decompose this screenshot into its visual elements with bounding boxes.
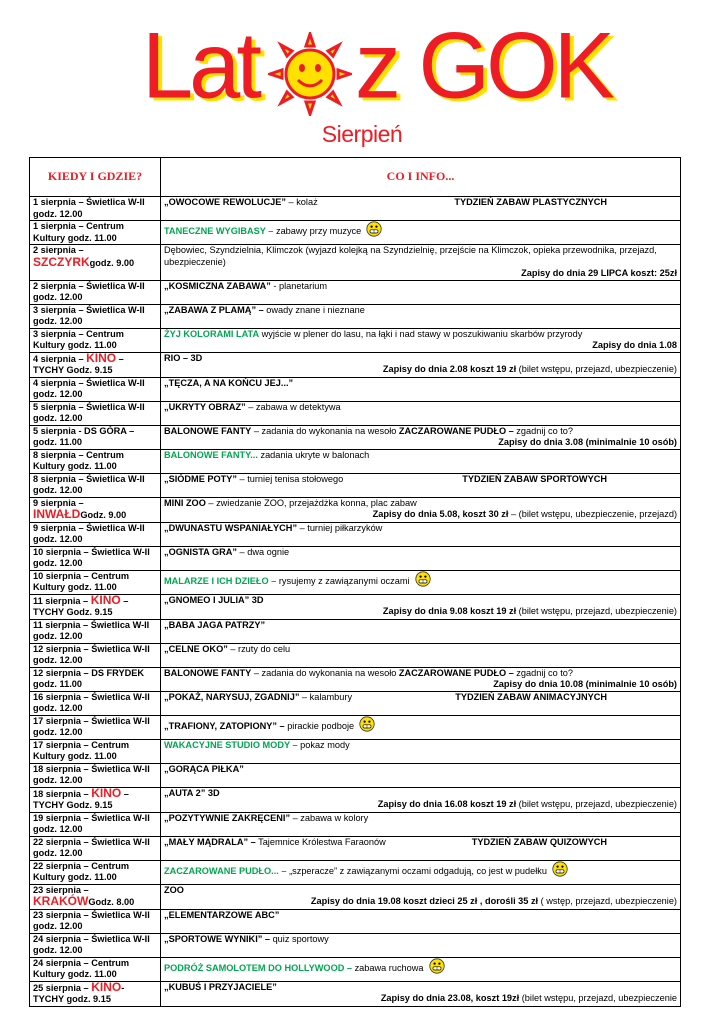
event-title: „AUTA 2” 3D — [164, 787, 220, 798]
when-date: 23 sierpnia – — [33, 884, 89, 895]
info-cell — [161, 667, 681, 691]
info-cell — [161, 981, 681, 1006]
event-description: – turniej tenisa stołowego — [237, 473, 344, 484]
when-text: 3 sierpnia – Centrum Kultury godz. 11.00 — [33, 328, 124, 350]
info-cell — [161, 221, 681, 245]
when-cell — [30, 691, 161, 715]
event-title: „UKRYTY OBRAZ” — [164, 401, 246, 412]
trip-destination: KINO — [91, 787, 122, 800]
when-cell — [30, 643, 161, 667]
event-title: „OWOCOWE REWOLUCJE” — [164, 197, 286, 207]
table-row — [30, 836, 681, 860]
info-cell — [161, 522, 681, 546]
info-cell — [161, 401, 681, 425]
event-title: MINI ZOO — [164, 497, 206, 508]
when-text: 3 sierpnia – Świetlica W-II godz. 12.00 — [33, 304, 145, 326]
when-text: 1 sierpnia – Świetlica W-II godz. 12.00 — [33, 197, 145, 219]
when-cell — [30, 884, 161, 909]
event-title-secondary: ZACZAROWANE PUDŁO – — [398, 667, 514, 678]
when-cell — [30, 570, 161, 594]
when-cell — [30, 280, 161, 304]
signup-note: Zapisy do dnia 1.08 — [592, 340, 677, 350]
event-description: – turniej piłkarzyków — [297, 522, 383, 533]
when-text: 10 sierpnia – Świetlica W-II godz. 12.00 — [33, 546, 150, 568]
when-cell — [30, 739, 161, 763]
event-description: Tajemnice Królestwa Faraonów — [255, 836, 386, 847]
when-text: 19 sierpnia – Świetlica W-II godz. 12.00 — [33, 812, 150, 834]
info-cell — [161, 304, 681, 328]
table-row — [30, 594, 681, 619]
when-cell — [30, 763, 161, 787]
event-description: – kalambury — [299, 691, 353, 702]
event-description: – zabawa w kolory — [290, 812, 369, 823]
when-cell — [30, 957, 161, 981]
event-description: „szperacze” z zawiązanymi oczami odgadują, co jest w pudełku — [286, 865, 547, 876]
info-cell — [161, 787, 681, 812]
table-row — [30, 812, 681, 836]
when-text: 8 sierpnia – Centrum Kultury godz. 11.00 — [33, 449, 124, 471]
table-row — [30, 739, 681, 763]
signup-note-details: (bilet wstępu, przejazd, ubezpieczenie) — [516, 606, 677, 616]
trip-destination: KRAKÓW — [33, 894, 89, 908]
theme-week-label: TYDZIEŃ ZABAW ANIMACYJNYCH — [455, 691, 607, 702]
table-row — [30, 691, 681, 715]
when-cell — [30, 812, 161, 836]
event-title: „POKAŻ, NARYSUJ, ZGADNIJ” — [164, 691, 300, 702]
table-row — [30, 425, 681, 449]
event-description: zabawa ruchowa — [352, 962, 424, 973]
event-description: – zadania do wykonania na wesoło — [251, 425, 399, 436]
info-cell — [161, 425, 681, 449]
schedule-table — [29, 157, 681, 1007]
table-row — [30, 522, 681, 546]
info-cell — [161, 546, 681, 570]
when-date: 4 sierpnia – — [33, 353, 87, 364]
event-title: ZACZAROWANE PUDŁO... – — [164, 865, 287, 876]
event-description: pirackie podboje — [284, 720, 355, 731]
when-text: 18 sierpnia – Świetlica W-II godz. 12.00 — [33, 763, 150, 785]
event-title: „MAŁY MĄDRALA” – — [164, 836, 256, 847]
signup-note: Zapisy do dnia 19.08 koszt dzieci 25 zł , dorośli 35 zł — [310, 896, 539, 906]
table-row — [30, 304, 681, 328]
when-cell — [30, 449, 161, 473]
when-cell — [30, 933, 161, 957]
info-cell — [161, 715, 681, 739]
info-cell — [161, 763, 681, 787]
event-title: RIO – 3D — [164, 352, 203, 363]
when-time: - TYCHY godz. 9.15 — [33, 982, 125, 1004]
signup-note: Zapisy do dnia 23.08, koszt 19zł — [380, 993, 520, 1003]
when-cell — [30, 304, 161, 328]
when-text: 24 sierpnia – Centrum Kultury godz. 11.00 — [33, 957, 129, 979]
when-cell — [30, 546, 161, 570]
event-title: „BABA JAGA PATRZY” — [164, 619, 266, 630]
signup-note: Zapisy do dnia 5.08, koszt 30 zł — [372, 509, 509, 519]
table-row — [30, 933, 681, 957]
info-cell — [161, 197, 681, 221]
when-cell — [30, 245, 161, 281]
signup-note-details: ( wstęp, przejazd, ubezpieczenie) — [538, 896, 677, 906]
event-description: pokaz mody — [297, 739, 350, 750]
when-text: 9 sierpnia – Świetlica W-II godz. 12.00 — [33, 522, 145, 544]
table-row — [30, 787, 681, 812]
info-cell — [161, 812, 681, 836]
table-row — [30, 280, 681, 304]
event-description: – zabawa w detektywa — [245, 401, 341, 412]
when-text: 23 sierpnia – Świetlica W-II godz. 12.00 — [33, 909, 150, 931]
when-cell — [30, 836, 161, 860]
signup-note-details: (bilet wstępu, przejazd, ubezpieczenie — [519, 993, 677, 1003]
when-time: Godz. 9.00 — [80, 510, 127, 520]
table-row — [30, 619, 681, 643]
signup-note: Zapisy do dnia 9.08 koszt 19 zł — [382, 606, 517, 616]
event-title: „ZABAWA Z PLAMĄ” – — [164, 304, 264, 315]
event-description: rysujemy z zawiązanymi oczami — [276, 575, 410, 586]
when-cell — [30, 787, 161, 812]
info-cell — [161, 245, 681, 281]
signup-note-details: (bilet wstępu, przejazd, ubezpieczenie) — [516, 799, 677, 809]
when-cell — [30, 352, 161, 377]
grin-emoji-icon — [429, 958, 445, 974]
table-row — [30, 197, 681, 221]
when-date: 11 sierpnia – — [33, 595, 91, 606]
event-title: „POZYTYWNIE ZAKRĘCENI” — [164, 812, 291, 823]
trip-destination: KINO — [91, 981, 122, 994]
logo-text-left: Lat — [142, 13, 258, 119]
event-title: „TĘCZA, A NA KOŃCU JEJ...” — [164, 377, 294, 388]
info-cell — [161, 860, 681, 884]
when-cell — [30, 425, 161, 449]
event-title: „SIÓDME POTY” — [164, 473, 237, 484]
event-description: wyjście w plener do lasu, na łąki i nad stawy w poszukiwaniu skarbów przyrody — [259, 328, 583, 339]
when-text: 8 sierpnia – Świetlica W-II godz. 12.00 — [33, 473, 145, 495]
signup-note: Zapisy do dnia 2.08 koszt 19 zł — [382, 364, 517, 374]
table-row — [30, 909, 681, 933]
when-cell — [30, 328, 161, 352]
info-cell — [161, 957, 681, 981]
when-cell — [30, 619, 161, 643]
event-description: – kolaż — [286, 197, 318, 207]
table-row — [30, 570, 681, 594]
when-text: 17 sierpnia – Centrum Kultury godz. 11.00 — [33, 739, 129, 761]
when-cell — [30, 860, 161, 884]
when-time: – TYCHY Godz. 9.15 — [33, 595, 129, 617]
event-description: zadania ukryte w balonach — [257, 449, 370, 460]
when-cell — [30, 715, 161, 739]
event-title: ŻYJ KOLORAMI LATA — [164, 328, 260, 339]
when-date: 18 sierpnia – — [33, 788, 92, 799]
info-cell — [161, 594, 681, 619]
event-description: - planetarium — [270, 280, 328, 291]
when-time: – TYCHY Godz. 9.15 — [33, 353, 124, 375]
when-cell — [30, 909, 161, 933]
theme-week-label: TYDZIEŃ ZABAW SPORTOWYCH — [462, 473, 607, 484]
info-cell — [161, 933, 681, 957]
info-cell — [161, 352, 681, 377]
when-text: 4 sierpnia – Świetlica W-II godz. 12.00 — [33, 377, 145, 399]
event-title: BALONOWE FANTY — [164, 425, 252, 436]
info-cell — [161, 570, 681, 594]
when-cell — [30, 667, 161, 691]
month-heading: Sierpień — [321, 121, 403, 147]
when-text: 5 sierpnia – Świetlica W-II godz. 12.00 — [33, 401, 145, 423]
signup-note: Zapisy do dnia 3.08 (minimalnie 10 osób) — [498, 437, 677, 447]
event-description: owady znane i nieznane — [263, 304, 365, 315]
event-description: – zwiedzanie ZOO, przejażdżka konna, plac zabaw — [205, 497, 417, 508]
when-cell — [30, 221, 161, 245]
table-row — [30, 715, 681, 739]
signup-note: Zapisy do dnia 29 LIPCA koszt: 25zł — [521, 268, 677, 278]
when-cell — [30, 497, 161, 522]
event-description: Dębowiec, Szyndzielnia, Klimczok (wyjazd kolejką na Szyndzielnię, przejście na Klimczok, opieka przewodnika, przejazd, ubezpieczenie) — [164, 245, 657, 267]
when-date: 9 sierpnia – — [33, 497, 84, 508]
trip-destination: KINO — [90, 594, 121, 607]
info-cell — [161, 643, 681, 667]
logo-text-right: z GOK — [355, 13, 612, 119]
when-cell — [30, 473, 161, 497]
when-text: 1 sierpnia – Centrum Kultury godz. 11.00 — [33, 221, 124, 243]
event-title: BALONOWE FANTY — [164, 667, 252, 678]
info-cell — [161, 739, 681, 763]
sun-icon — [268, 32, 352, 116]
event-description: zabawy przy muzyce — [273, 226, 362, 236]
event-title: MALARZE I ICH DZIEŁO – — [164, 575, 277, 586]
when-text: 12 sierpnia – Świetlica W-II godz. 12.00 — [33, 643, 150, 665]
when-date: 2 sierpnia – — [33, 245, 84, 255]
table-row — [30, 497, 681, 522]
event-title: „TRAFIONY, ZATOPIONY” – — [164, 720, 285, 731]
poster-header — [0, 10, 724, 119]
trip-destination: INWAŁD — [33, 507, 81, 521]
info-cell — [161, 497, 681, 522]
trip-destination: KINO — [86, 352, 117, 365]
table-row — [30, 328, 681, 352]
when-text: 17 sierpnia – Świetlica W-II godz. 12.00 — [33, 715, 150, 737]
table-row — [30, 449, 681, 473]
signup-note-details: (bilet wstępu, przejazd, ubezpieczenie) — [516, 364, 677, 374]
col-header-when: KIEDY I GDZIE? — [30, 158, 161, 197]
when-cell — [30, 197, 161, 221]
info-cell — [161, 884, 681, 909]
when-cell — [30, 981, 161, 1006]
event-title: PODRÓŻ SAMOLOTEM DO HOLLYWOOD – — [164, 962, 353, 973]
info-cell — [161, 473, 681, 497]
when-cell — [30, 401, 161, 425]
event-title: ZOO — [164, 884, 184, 895]
info-cell — [161, 328, 681, 352]
info-cell — [161, 691, 681, 715]
table-row — [30, 763, 681, 787]
table-row — [30, 981, 681, 1006]
when-text: 22 sierpnia – Świetlica W-II godz. 12.00 — [33, 836, 150, 858]
when-cell — [30, 594, 161, 619]
when-text: 10 sierpnia – Centrum Kultury godz. 11.00 — [33, 570, 129, 592]
grin-emoji-icon — [359, 716, 375, 732]
trip-destination: SZCZYRK — [33, 254, 90, 269]
table-row — [30, 957, 681, 981]
when-text: 12 sierpnia – DS FRYDEK godz. 11.00 — [33, 667, 144, 689]
event-title-secondary: ZACZAROWANE PUDŁO – — [398, 425, 514, 436]
event-description: – rzuty do celu — [227, 643, 291, 654]
event-description: – dwa ognie — [237, 546, 290, 557]
signup-note: Zapisy do dnia 10.08 (minimalnie 10 osób) — [493, 679, 677, 689]
event-description-secondary: zgadnij co to? — [513, 667, 573, 678]
event-title: „GORĄCA PIŁKA” — [164, 763, 244, 774]
event-title: „SPORTOWE WYNIKI” – — [164, 933, 271, 944]
info-cell — [161, 280, 681, 304]
event-title: „DWUNASTU WSPANIAŁYCH” — [164, 522, 298, 533]
table-row — [30, 473, 681, 497]
info-cell — [161, 909, 681, 933]
when-time: – TYCHY Godz. 9.15 — [33, 788, 129, 810]
event-description: – zadania do wykonania na wesoło — [251, 667, 399, 678]
event-title: „OGNISTA GRA” — [164, 546, 237, 557]
when-time: Godz. 8.00 — [88, 897, 135, 907]
when-time: godz. 9.00 — [89, 257, 135, 268]
when-text: 22 sierpnia – Centrum Kultury godz. 11.00 — [33, 860, 129, 882]
when-cell — [30, 377, 161, 401]
when-text: 5 sierpnia - DS GÓRA – godz. 11.00 — [33, 425, 135, 447]
event-description: quiz sportowy — [270, 933, 329, 944]
table-row — [30, 221, 681, 245]
table-row — [30, 401, 681, 425]
table-row — [30, 643, 681, 667]
table-row — [30, 245, 681, 281]
when-text: 11 sierpnia – Świetlica W-II godz. 12.00 — [33, 619, 150, 641]
event-title: „CELNE OKO” — [164, 643, 228, 654]
signup-note: Zapisy do dnia 16.08 koszt 19 zł — [377, 799, 517, 809]
when-cell — [30, 522, 161, 546]
table-row — [30, 377, 681, 401]
table-row — [30, 352, 681, 377]
theme-week-label: TYDZIEŃ ZABAW QUIZOWYCH — [471, 836, 607, 847]
event-title: „ELEMENTARZOWE ABC” — [164, 909, 280, 920]
event-title: „GNOMEO I JULIA” 3D — [164, 594, 264, 605]
when-text: 16 sierpnia – Świetlica W-II godz. 12.00 — [33, 691, 150, 713]
info-cell — [161, 836, 681, 860]
col-header-info: CO I INFO... — [161, 158, 681, 197]
when-text: 24 sierpnia – Świetlica W-II godz. 12.00 — [33, 933, 150, 955]
table-row — [30, 667, 681, 691]
grin-emoji-icon — [415, 571, 431, 587]
grin-emoji-icon — [366, 221, 382, 237]
event-title: „KUBUŚ I PRZYJACIELE” — [164, 981, 277, 992]
event-title: WAKACYJNE STUDIO MODY – — [164, 739, 298, 750]
when-date: 25 sierpnia – — [33, 982, 92, 993]
signup-note-details: – (bilet wstępu, ubezpieczenie, przejazd) — [508, 509, 677, 519]
grin-emoji-icon — [552, 861, 568, 877]
info-cell — [161, 449, 681, 473]
event-title: „KOSMICZNA ZABAWA” — [164, 280, 271, 291]
table-row — [30, 884, 681, 909]
theme-week-label: TYDZIEŃ ZABAW PLASTYCZNYCH — [454, 197, 607, 207]
event-title: BALONOWE FANTY... — [164, 449, 258, 460]
event-title: TANECZNE WYGIBASY – — [164, 226, 274, 236]
info-cell — [161, 619, 681, 643]
when-text: 2 sierpnia – Świetlica W-II godz. 12.00 — [33, 280, 145, 302]
table-row — [30, 546, 681, 570]
table-row — [30, 860, 681, 884]
info-cell — [161, 377, 681, 401]
event-description-secondary: zgadnij co to? — [513, 425, 573, 436]
